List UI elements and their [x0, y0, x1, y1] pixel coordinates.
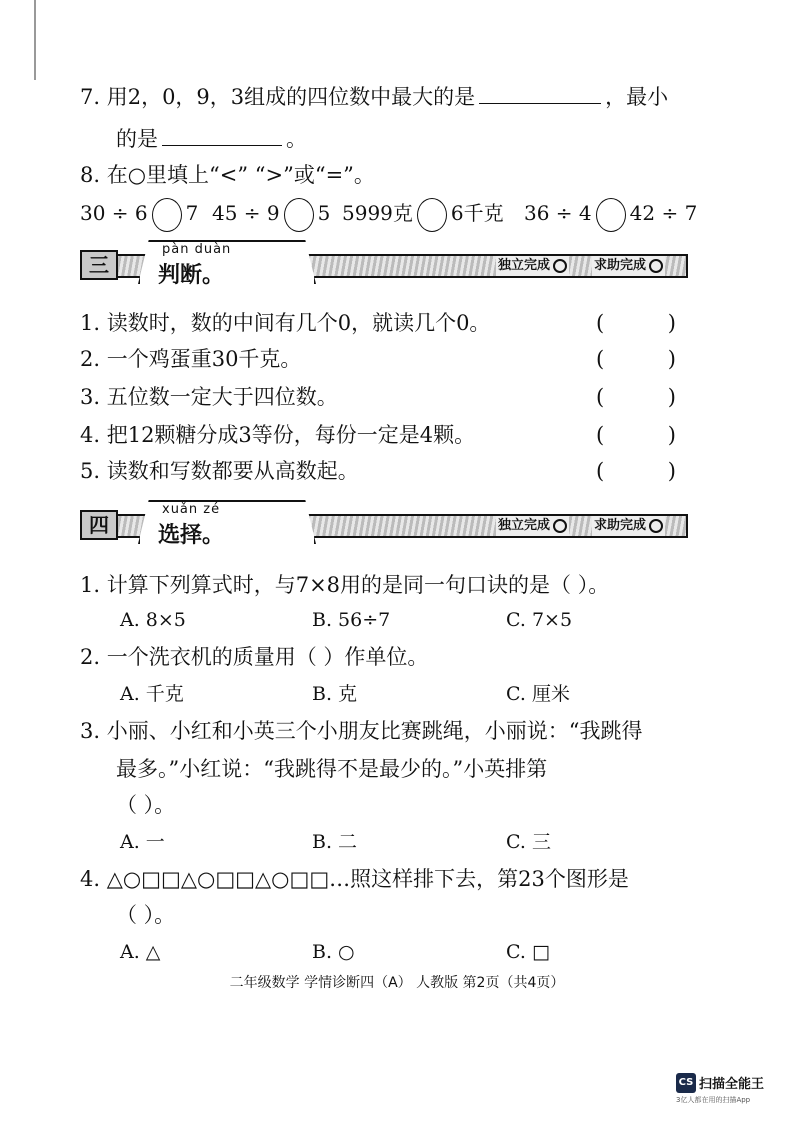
judge-item-4: 4. 把12颗糖分成3等份，每份一定是4颗。 [80, 423, 476, 447]
mode-independent[interactable]: 独立完成 [496, 256, 569, 276]
option-c[interactable]: C. 厘米 [506, 683, 570, 705]
option-b[interactable]: B. 克 [312, 683, 358, 705]
option-a[interactable]: A. 一 [120, 831, 165, 853]
option-b[interactable]: B. 二 [312, 831, 358, 853]
answer-blank[interactable] [479, 85, 601, 104]
answer-parens[interactable]: ( ) [596, 311, 676, 335]
question-7-line2: 的是 。 [116, 127, 307, 151]
section-3-banner [80, 240, 690, 292]
page-edge [34, 0, 36, 80]
answer-parens[interactable]: ( ) [596, 385, 676, 409]
choice-question-3-line3: （ ）。 [116, 793, 176, 817]
mode-independent[interactable]: 独立完成 [496, 516, 569, 536]
compare-circle[interactable] [596, 198, 626, 232]
choice-question-1: 1. 计算下列算式时，与7×8用的是同一句口诀的是（ ）。 [80, 573, 610, 597]
choice-question-3: 3. 小丽、小红和小英三个小朋友比赛跳绳，小丽说：“我跳得 [80, 719, 643, 743]
judge-item-3: 3. 五位数一定大于四位数。 [80, 385, 338, 409]
scanner-watermark [676, 1072, 764, 1105]
section-pinyin: xuǎn zé [162, 502, 221, 517]
mode-assisted[interactable]: 求助完成 [592, 256, 665, 276]
answer-blank[interactable] [162, 127, 282, 146]
compare-circle[interactable] [417, 198, 447, 232]
option-b[interactable]: B. ○ [312, 941, 355, 963]
compare-item: 5999克 6千克 [342, 196, 504, 232]
option-c[interactable]: C. □ [506, 941, 550, 963]
choice-question-4: 4. △○□□△○□□△○□□…照这样排下去，第23个图形是 [80, 867, 629, 891]
radio-circle-icon [649, 259, 663, 273]
radio-circle-icon [553, 259, 567, 273]
compare-item: 45 ÷ 9 5 [212, 196, 330, 232]
watermark-sub: 3亿人都在用的扫描App [676, 1095, 751, 1104]
choice-question-2: 2. 一个洗衣机的质量用（ ）作单位。 [80, 645, 429, 669]
camscanner-logo-icon: CS [676, 1073, 696, 1093]
judge-item-2: 2. 一个鸡蛋重30千克。 [80, 347, 302, 371]
judge-item-5: 5. 读数和写数都要从高数起。 [80, 459, 359, 483]
radio-circle-icon [553, 519, 567, 533]
answer-parens[interactable]: ( ) [596, 423, 676, 447]
section-4-banner [80, 500, 690, 552]
compare-item: 36 ÷ 4 42 ÷ 7 [524, 196, 697, 232]
option-a[interactable]: A. △ [120, 941, 161, 963]
section-pinyin: pàn duàn [162, 242, 232, 257]
option-a[interactable]: A. 8×5 [120, 609, 186, 631]
choice-question-4-line2: （ ）。 [116, 903, 176, 927]
judge-item-1: 1. 读数时，数的中间有几个0，就读几个0。 [80, 311, 491, 335]
page-footer: 二年级数学 学情诊断四（A） 人教版 第2页（共4页） [229, 975, 565, 991]
answer-parens[interactable]: ( ) [596, 459, 676, 483]
section-number: 三 [80, 250, 118, 280]
compare-circle[interactable] [152, 198, 182, 232]
section-number: 四 [80, 510, 118, 540]
answer-parens[interactable]: ( ) [596, 347, 676, 371]
option-b[interactable]: B. 56÷7 [312, 609, 391, 631]
section-title: 判断。 [158, 263, 225, 288]
option-c[interactable]: C. 7×5 [506, 609, 573, 631]
section-title: 选择。 [158, 523, 225, 548]
mode-assisted[interactable]: 求助完成 [592, 516, 665, 536]
choice-question-3-line2: 最多。”小红说：“我跳得不是最少的。”小英排第 [116, 757, 548, 781]
compare-circle[interactable] [284, 198, 314, 232]
radio-circle-icon [649, 519, 663, 533]
question-7: 7. 用2，0，9，3组成的四位数中最大的是 ，最小 [80, 85, 669, 109]
question-8: 8. 在○里填上“<” “>”或“=”。 [80, 163, 375, 187]
compare-item: 30 ÷ 6 7 [80, 196, 198, 232]
option-c[interactable]: C. 三 [506, 831, 551, 853]
watermark-name: 扫描全能王 [699, 1077, 765, 1092]
option-a[interactable]: A. 千克 [120, 683, 184, 705]
